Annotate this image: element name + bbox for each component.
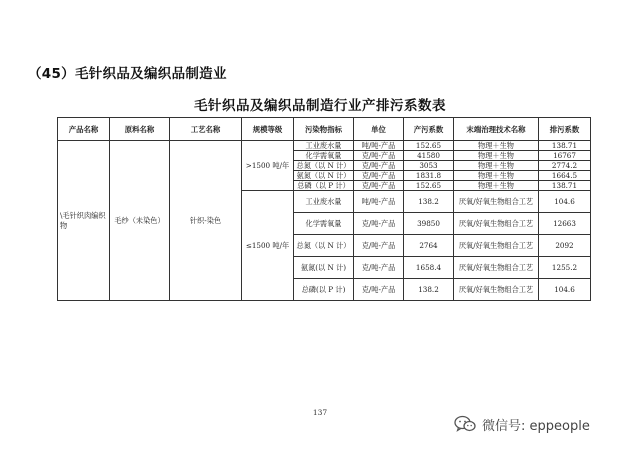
- tech-cell: 厌氧/好氧生物组合工艺: [454, 257, 539, 279]
- header-product: 产品名称: [58, 118, 110, 141]
- page-number: 137: [312, 408, 328, 417]
- header-indicator: 污染物指标: [294, 118, 354, 141]
- tech-cell: 厌氧/好氧生物组合工艺: [454, 191, 539, 213]
- unit-cell: 克/吨-产品: [354, 161, 404, 171]
- prod-coef-cell: 1658.4: [404, 257, 454, 279]
- tech-cell: 厌氧/好氧生物组合工艺: [454, 279, 539, 301]
- table-row: [58, 141, 591, 151]
- unit-cell: 吨/吨-产品: [354, 191, 404, 213]
- wechat-icon: [454, 415, 476, 433]
- emit-coef-cell: 104.6: [539, 279, 591, 301]
- prod-coef-cell: 41580: [404, 151, 454, 161]
- unit-cell: 克/吨-产品: [354, 213, 404, 235]
- header-unit: 单位: [354, 118, 404, 141]
- indicator-cell: 工业废水量: [294, 191, 354, 213]
- prod-coef-cell: 1831.8: [404, 171, 454, 181]
- tech-cell: 物理＋生物: [454, 171, 539, 181]
- indicator-cell: 工业废水量: [294, 141, 354, 151]
- unit-cell: 克/吨-产品: [354, 151, 404, 161]
- header-process: 工艺名称: [170, 118, 242, 141]
- indicator-cell: 化学需氧量: [294, 151, 354, 161]
- prod-coef-cell: 3053: [404, 161, 454, 171]
- prod-coef-cell: 138.2: [404, 279, 454, 301]
- prod-coef-cell: 152.65: [404, 141, 454, 151]
- emit-coef-cell: 138.71: [539, 181, 591, 191]
- emit-coef-cell: 2774.2: [539, 161, 591, 171]
- indicator-cell: 氨氮（以 N 计）: [294, 171, 354, 181]
- tech-cell: 物理＋生物: [454, 161, 539, 171]
- unit-cell: 克/吨-产品: [354, 235, 404, 257]
- unit-cell: 吨/吨-产品: [354, 141, 404, 151]
- tech-cell: 厌氧/好氧生物组合工艺: [454, 213, 539, 235]
- emit-coef-cell: 12663: [539, 213, 591, 235]
- tech-cell: 物理＋生物: [454, 141, 539, 151]
- watermark-text: 微信号: eppeople: [482, 418, 590, 434]
- section-title: （45）毛针织品及编织品制造业: [28, 66, 227, 82]
- table-title: 毛针织品及编织品制造行业产排污系数表: [194, 98, 446, 114]
- indicator-cell: 总磷(以 P 计): [294, 279, 354, 301]
- scale-cell-small: ≤1500 吨/年: [242, 191, 294, 301]
- prod-coef-cell: 138.2: [404, 191, 454, 213]
- emit-coef-cell: 2092: [539, 235, 591, 257]
- header-prod-coef: 产污系数: [404, 118, 454, 141]
- indicator-cell: 总磷（以 P 计）: [294, 181, 354, 191]
- watermark: [454, 414, 590, 434]
- prod-coef-cell: 39850: [404, 213, 454, 235]
- indicator-cell: 总氮（以 N 计）: [294, 161, 354, 171]
- tech-cell: 物理＋生物: [454, 181, 539, 191]
- prod-coef-cell: 152.65: [404, 181, 454, 191]
- unit-cell: 克/吨-产品: [354, 279, 404, 301]
- unit-cell: 克/吨-产品: [354, 181, 404, 191]
- emit-coef-cell: 16767: [539, 151, 591, 161]
- product-cell: \毛针织肉编织物: [58, 141, 110, 301]
- header-tech: 末端治理技术名称: [454, 118, 539, 141]
- tech-cell: 物理＋生物: [454, 151, 539, 161]
- unit-cell: 克/吨-产品: [354, 257, 404, 279]
- scale-cell-large: >1500 吨/年: [242, 141, 294, 191]
- prod-coef-cell: 2764: [404, 235, 454, 257]
- material-cell: 毛纱（未染色）: [110, 141, 170, 301]
- process-cell: 针织-染色: [170, 141, 242, 301]
- indicator-cell: 化学需氧量: [294, 213, 354, 235]
- indicator-cell: 总氮（以 N 计）: [294, 235, 354, 257]
- table-header-row: [58, 118, 591, 141]
- emission-coefficient-table: [57, 117, 591, 301]
- header-scale: 规模等级: [242, 118, 294, 141]
- unit-cell: 克/吨-产品: [354, 171, 404, 181]
- emit-coef-cell: 104.6: [539, 191, 591, 213]
- indicator-cell: 氨氮(以 N 计): [294, 257, 354, 279]
- header-material: 原料名称: [110, 118, 170, 141]
- emit-coef-cell: 138.71: [539, 141, 591, 151]
- emit-coef-cell: 1664.5: [539, 171, 591, 181]
- tech-cell: 厌氧/好氧生物组合工艺: [454, 235, 539, 257]
- emit-coef-cell: 1255.2: [539, 257, 591, 279]
- header-emit-coef: 排污系数: [539, 118, 591, 141]
